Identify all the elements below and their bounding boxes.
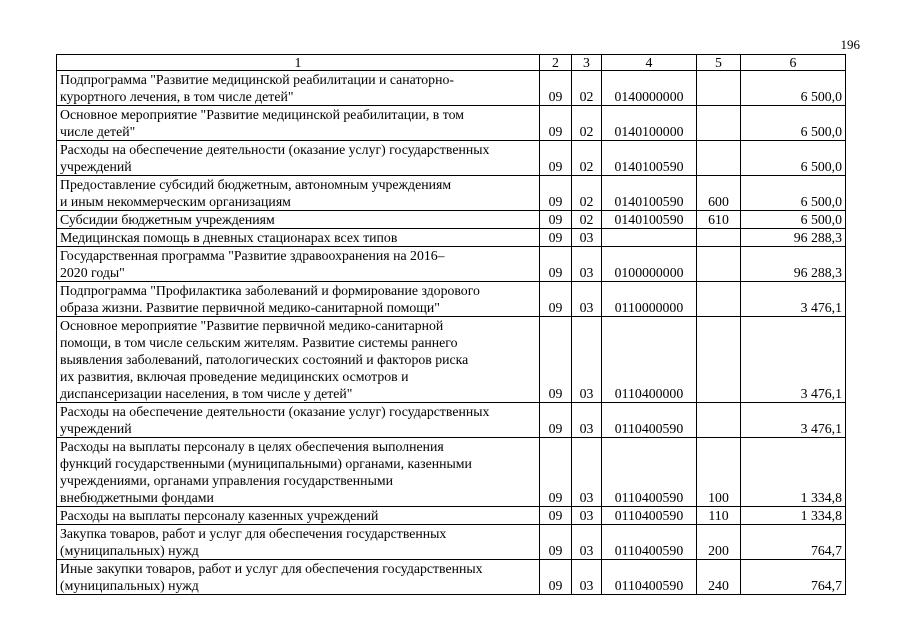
row-name-line: Основное мероприятие "Развитие медицинской реабилитации, в том [60, 107, 464, 122]
amount-cell: 1 334,8 [741, 507, 846, 525]
target-article-cell: 0110400590 [602, 507, 697, 525]
target-article-cell: 0110400590 [602, 560, 697, 595]
amount-cell: 96 288,3 [741, 247, 846, 282]
row-name-line: числе детей" [60, 124, 136, 139]
row-name-cell [57, 71, 540, 106]
expense-type-cell: 600 [697, 176, 741, 211]
amount-cell: 3 476,1 [741, 403, 846, 438]
expense-type-cell [697, 229, 741, 247]
section-code-cell: 09 [540, 71, 572, 106]
row-name-line: учреждениями, органами управления государственными [60, 473, 393, 488]
table-row [57, 229, 846, 247]
table-header [57, 55, 846, 71]
column-header-1: 1 [57, 55, 540, 71]
subsection-code-cell: 03 [572, 317, 602, 403]
row-name-cell [57, 282, 540, 317]
amount-cell: 6 500,0 [741, 71, 846, 106]
section-code-cell: 09 [540, 525, 572, 560]
row-name-cell [57, 438, 540, 507]
table-row [57, 560, 846, 595]
row-name-line: Предоставление субсидий бюджетным, автономным учреждениям [60, 177, 452, 192]
row-name-line: Закупка товаров, работ и услуг для обеспечения государственных [60, 526, 447, 541]
table-row [57, 247, 846, 282]
table-row [57, 525, 846, 560]
table-row [57, 317, 846, 403]
row-name-line: внебюджетными фондами [60, 490, 214, 505]
header-row [57, 55, 846, 71]
row-name-line: (муниципальных) нужд [60, 578, 199, 593]
row-name-line: образа жизни. Развитие первичной медико-санитарной помощи" [60, 300, 440, 315]
expense-type-cell [697, 403, 741, 438]
subsection-code-cell: 02 [572, 71, 602, 106]
row-name-line: учреждений [60, 159, 132, 174]
row-name-line: Расходы на выплаты персоналу казенных учреждений [60, 508, 379, 523]
row-name-line: функций государственными (муниципальными) органами, казенными [60, 456, 472, 471]
table-row [57, 211, 846, 229]
expense-type-cell: 200 [697, 525, 741, 560]
row-name-cell [57, 317, 540, 403]
amount-cell: 6 500,0 [741, 211, 846, 229]
table-row [57, 176, 846, 211]
row-name-line: курортного лечения, в том числе детей" [60, 89, 294, 104]
row-name-line: Расходы на обеспечение деятельности (оказание услуг) государственных [60, 142, 490, 157]
expense-type-cell: 240 [697, 560, 741, 595]
expense-type-cell [697, 71, 741, 106]
subsection-code-cell: 03 [572, 525, 602, 560]
row-name-cell [57, 247, 540, 282]
subsection-code-cell: 02 [572, 211, 602, 229]
target-article-cell: 0110400590 [602, 438, 697, 507]
target-article-cell: 0140000000 [602, 71, 697, 106]
section-code-cell: 09 [540, 438, 572, 507]
row-name-cell [57, 211, 540, 229]
row-name-line: Государственная программа "Развитие здравоохранения на 2016– [60, 248, 445, 263]
expense-type-cell [697, 247, 741, 282]
row-name-cell [57, 106, 540, 141]
target-article-cell: 0110400590 [602, 525, 697, 560]
column-header-2: 2 [540, 55, 572, 71]
column-header-6: 6 [741, 55, 846, 71]
section-code-cell: 09 [540, 403, 572, 438]
section-code-cell: 09 [540, 282, 572, 317]
row-name-line: их развития, включая проведение медицинских осмотров и [60, 369, 409, 384]
subsection-code-cell: 03 [572, 507, 602, 525]
table-row [57, 507, 846, 525]
amount-cell: 6 500,0 [741, 106, 846, 141]
amount-cell: 6 500,0 [741, 141, 846, 176]
section-code-cell: 09 [540, 141, 572, 176]
row-name-line: Иные закупки товаров, работ и услуг для обеспечения государственных [60, 561, 483, 576]
subsection-code-cell: 03 [572, 560, 602, 595]
expense-type-cell: 100 [697, 438, 741, 507]
row-name-cell [57, 560, 540, 595]
budget-table [56, 54, 846, 595]
subsection-code-cell: 02 [572, 141, 602, 176]
amount-cell: 3 476,1 [741, 317, 846, 403]
subsection-code-cell: 02 [572, 106, 602, 141]
target-article-cell: 0140100590 [602, 211, 697, 229]
row-name-cell [57, 176, 540, 211]
amount-cell: 96 288,3 [741, 229, 846, 247]
row-name-line: выявления заболеваний, патологических состояний и факторов риска [60, 352, 469, 367]
row-name-cell [57, 141, 540, 176]
table-body [57, 71, 846, 595]
table-row [57, 106, 846, 141]
row-name-line: и иным некоммерческим организациям [60, 194, 291, 209]
section-code-cell: 09 [540, 176, 572, 211]
subsection-code-cell: 02 [572, 176, 602, 211]
expense-type-cell [697, 141, 741, 176]
row-name-cell [57, 525, 540, 560]
row-name-line: учреждений [60, 421, 132, 436]
table-row [57, 71, 846, 106]
subsection-code-cell: 03 [572, 247, 602, 282]
row-name-line: Подпрограмма "Профилактика заболеваний и формирование здорового [60, 283, 480, 298]
table-row [57, 438, 846, 507]
subsection-code-cell: 03 [572, 403, 602, 438]
target-article-cell: 0140100000 [602, 106, 697, 141]
subsection-code-cell: 03 [572, 438, 602, 507]
section-code-cell: 09 [540, 317, 572, 403]
expense-type-cell: 110 [697, 507, 741, 525]
section-code-cell: 09 [540, 560, 572, 595]
target-article-cell: 0110400590 [602, 403, 697, 438]
target-article-cell [602, 229, 697, 247]
page-number: 196 [840, 37, 860, 52]
row-name-line: Расходы на обеспечение деятельности (оказание услуг) государственных [60, 404, 490, 419]
section-code-cell: 09 [540, 229, 572, 247]
section-code-cell: 09 [540, 507, 572, 525]
section-code-cell: 09 [540, 211, 572, 229]
column-header-4: 4 [602, 55, 697, 71]
table-row [57, 403, 846, 438]
table-row [57, 141, 846, 176]
expense-type-cell [697, 282, 741, 317]
target-article-cell: 0100000000 [602, 247, 697, 282]
target-article-cell: 0140100590 [602, 176, 697, 211]
amount-cell: 764,7 [741, 525, 846, 560]
row-name-line: помощи, в том числе сельским жителям. Развитие системы раннего [60, 335, 458, 350]
target-article-cell: 0140100590 [602, 141, 697, 176]
row-name-line: Расходы на выплаты персоналу в целях обеспечения выполнения [60, 439, 444, 454]
row-name-line: 2020 годы" [60, 265, 125, 280]
amount-cell: 3 476,1 [741, 282, 846, 317]
target-article-cell: 0110000000 [602, 282, 697, 317]
subsection-code-cell: 03 [572, 229, 602, 247]
expense-type-cell: 610 [697, 211, 741, 229]
expense-type-cell [697, 317, 741, 403]
row-name-line: диспансеризации населения, в том числе у детей" [60, 386, 353, 401]
subsection-code-cell: 03 [572, 282, 602, 317]
section-code-cell: 09 [540, 247, 572, 282]
row-name-line: Медицинская помощь в дневных стационарах всех типов [60, 230, 398, 245]
row-name-line: Основное мероприятие "Развитие первичной медико-санитарной [60, 318, 444, 333]
row-name-cell [57, 507, 540, 525]
section-code-cell: 09 [540, 106, 572, 141]
column-header-3: 3 [572, 55, 602, 71]
amount-cell: 764,7 [741, 560, 846, 595]
row-name-cell [57, 403, 540, 438]
expense-type-cell [697, 106, 741, 141]
row-name-line: (муниципальных) нужд [60, 543, 199, 558]
row-name-cell [57, 229, 540, 247]
table-row [57, 282, 846, 317]
row-name-line: Подпрограмма "Развитие медицинской реабилитации и санаторно- [60, 72, 454, 87]
row-name-line: Субсидии бюджетным учреждениям [60, 212, 275, 227]
amount-cell: 6 500,0 [741, 176, 846, 211]
column-header-5: 5 [697, 55, 741, 71]
target-article-cell: 0110400000 [602, 317, 697, 403]
amount-cell: 1 334,8 [741, 438, 846, 507]
